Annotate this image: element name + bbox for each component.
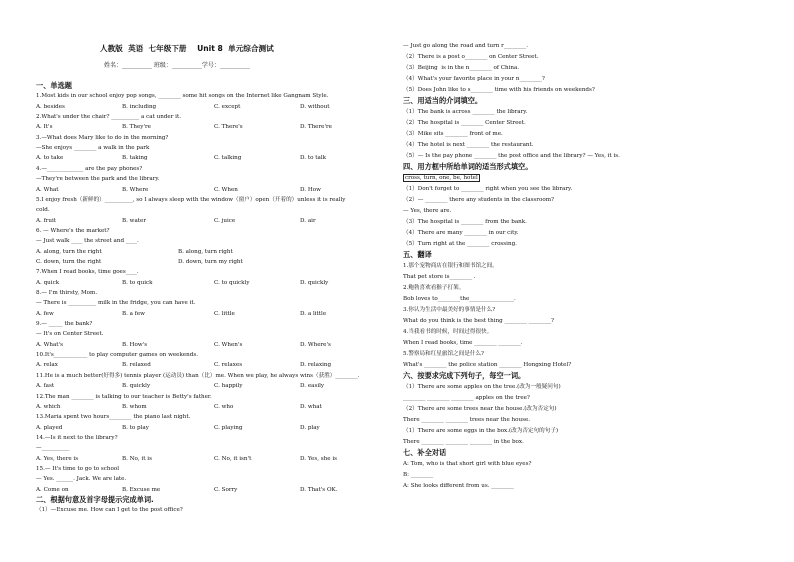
section-heading: 五、翻译: [403, 250, 432, 259]
answer-option: A. which: [36, 403, 61, 410]
question-line: （3）Beijing is in the n________ of China.: [403, 65, 520, 71]
question-line: 2.What's under the chair? __________ a cat under it.: [36, 114, 181, 121]
question-line: There ________ ________ trees near the house.: [403, 417, 531, 423]
answer-option: A. fruit: [36, 217, 56, 224]
answer-option: D. That's OK.: [300, 486, 338, 493]
question-line: — There is __________ milk in the fridge, you can have it.: [36, 300, 196, 307]
section-heading: 四、用方框中所给单词的适当形式填空。: [403, 162, 533, 171]
question-line: （5）Turn right at the ________ crossing.: [403, 241, 517, 247]
answer-option: B. How's: [122, 341, 148, 348]
answer-option: D. a little: [300, 310, 327, 317]
question-line: （2）There is a post o________ on Center Street.: [403, 54, 539, 60]
question-line: （5）Does John like to s________ time with his friends on weekends?: [403, 87, 595, 93]
student-info-line: 姓名：__________ 班级：__________学号：__________: [104, 62, 250, 69]
answer-option: B. quickly: [122, 383, 151, 390]
question-line: （1）—Excuse me. How can I get to the post office?: [36, 507, 183, 514]
answer-option: D. down, turn my right: [178, 258, 243, 265]
question-line: （2）— ________ there any students in the classroom?: [403, 197, 555, 203]
question-line: A: She looks different from us. ________: [403, 483, 514, 489]
question-line: （4）There are many ________ in our city.: [403, 230, 519, 236]
answer-option: B. to play: [122, 424, 149, 431]
question-line: —She enjoys ________ a walk in the park: [36, 145, 150, 152]
question-line: （1）The bank is across ________ the library.: [403, 109, 528, 115]
question-line: — Just go along the road and turn r________.: [403, 43, 528, 49]
question-line: 6. — Where's the market?: [36, 227, 110, 234]
question-line: （2）The hospital is ________ Center Street.: [403, 120, 526, 126]
answer-option: B. relaxed: [122, 362, 151, 369]
question-line: 2.鲍勃喜欢看猴子打架。: [403, 285, 465, 291]
question-line: 3.你认为生活中最美好的事情是什么?: [403, 307, 496, 313]
answer-option: A. It's: [36, 124, 53, 131]
question-line: 4.—_____________ are the pay phones?: [36, 165, 143, 172]
question-line: Bob loves to________the________________.: [403, 296, 516, 302]
answer-option: A. What: [36, 186, 59, 193]
answer-option: A. Yes, there is: [36, 455, 79, 462]
answer-option: B. including: [122, 103, 157, 110]
answer-option: B. taking: [122, 155, 148, 162]
answer-option: C. happily: [214, 383, 243, 390]
answer-option: A. Come on: [36, 486, 69, 493]
answer-option: C. little: [214, 310, 235, 317]
word-bank: [403, 175, 480, 182]
section-heading: 七、补全对话: [403, 448, 447, 457]
answer-option: C. to quickly: [214, 279, 250, 286]
question-line: 8.— I'm thirsty, Mom.: [36, 290, 98, 296]
section-heading: 二、根据句意及首字母提示完成单词.: [36, 495, 154, 504]
answer-option: B. to quick: [122, 279, 153, 286]
question-line: 1.Most kids in our school enjoy pop songs, ________ some hit songs on the Internet like Gangnam Style.: [36, 93, 329, 100]
answer-option: B. along, turn right: [178, 248, 233, 255]
answer-option: A. relax: [36, 362, 58, 369]
answer-option: B. No, it is: [122, 455, 152, 462]
section-heading: 一、单选题: [36, 81, 72, 90]
answer-option: A. played: [36, 424, 63, 431]
question-line: 5.I enjoy fresh（新鲜的）__________, so I always sleep with the window（窗户）open（开着的）unless it is really: [36, 196, 346, 203]
answer-option: A. few: [36, 310, 54, 317]
question-line: （1）There are some eggs in the box.(改为否定句的句子): [403, 428, 559, 434]
question-line: 14.—Is it next to the library?: [36, 434, 118, 441]
question-line: 11.He is a much better(好得多) tennis player (运动员) than（比）me. When we play, he always wins（获胜）________.: [36, 372, 360, 379]
question-line: What do you think is the best thing ________ ________?: [403, 318, 555, 324]
question-line: （4）What's your favorite place in your n________?: [403, 76, 545, 82]
answer-option: C. No, it isn't: [214, 455, 252, 462]
question-line: 13.Maria spent two hours________ the piano last night.: [36, 414, 191, 421]
question-line: cold.: [36, 207, 50, 214]
worksheet-title: 人教版 英语 七年级下册 Unit 8 单元综合测试: [100, 44, 274, 53]
answer-option: A. quick: [36, 279, 60, 286]
question-line: （1）Don't forget to ________ right when you see the library.: [403, 186, 573, 192]
answer-option: C. playing: [214, 424, 243, 431]
answer-option: D. relaxing: [300, 362, 332, 369]
question-line: There ________ ________ ________ in the box.: [403, 439, 524, 445]
question-line: 7.When I read books, time goes____.: [36, 269, 139, 276]
answer-option: D. quickly: [300, 279, 329, 286]
question-line: That pet store is________ .: [403, 274, 476, 280]
answer-option: C. juice: [214, 217, 236, 224]
answer-option: C. down, turn the right: [36, 258, 102, 265]
answer-option: B. Where: [122, 186, 149, 193]
answer-option: A. along, turn the right: [36, 248, 102, 255]
answer-option: B. whom: [122, 403, 147, 410]
question-line: 9.— _____ the bank?: [36, 321, 93, 328]
question-line: When I read books, time ________ ________.: [403, 340, 523, 346]
answer-option: D. without: [300, 103, 330, 110]
section-heading: 三、用适当的介词填空。: [403, 96, 483, 105]
question-line: 4.当我看书的时候，时间过得很快。: [403, 329, 493, 335]
answer-option: B. Excuse me: [122, 486, 161, 493]
question-line: 5.警察局和红星旅馆之间是什么?: [403, 351, 485, 357]
answer-option: C. When: [214, 186, 238, 193]
question-line: 1.那个宠物商店在银行和图书馆之间。: [403, 263, 498, 269]
answer-option: A. fast: [36, 383, 55, 390]
question-line: （3）Mike sits ________ front of me.: [403, 131, 503, 137]
question-line: 10.It's____________ to play computer games on weekends.: [36, 352, 199, 359]
answer-option: C. There's: [214, 124, 243, 131]
answer-option: D. what: [300, 403, 322, 410]
answer-option: B. water: [122, 217, 147, 224]
answer-option: C. relaxes: [214, 362, 243, 369]
answer-option: A. What's: [36, 341, 63, 348]
answer-option: D. to talk: [300, 155, 326, 162]
answer-option: A. to take: [36, 155, 64, 162]
question-line: ________ ________ ________ apples on the tree?: [403, 395, 530, 401]
answer-option: C. who: [214, 403, 234, 410]
answer-option: C. Sorry: [214, 486, 238, 493]
answer-option: D. Yes, she is: [300, 455, 338, 462]
question-line: （1）There are some apples on the tree.(改为一般疑问句): [403, 384, 561, 390]
answer-option: D. There're: [300, 124, 332, 131]
question-line: — Yes, there are.: [403, 208, 452, 214]
answer-option: A. besides: [36, 103, 65, 110]
answer-option: B. a few: [122, 310, 145, 317]
question-line: B: ________: [403, 472, 434, 478]
answer-option: D. easily: [300, 383, 325, 390]
question-line: What's ________ the police station ________ Hongxing Hotel?: [403, 362, 572, 368]
answer-option: C. talking: [214, 155, 242, 162]
question-line: — Yes. ______. Jack. We are late.: [36, 476, 127, 483]
question-line: （2）There are some trees near the house.(改为否定句): [403, 406, 557, 412]
answer-option: B. They're: [122, 124, 151, 131]
question-line: A: Tom, who is that short girl with blue eyes?: [403, 461, 532, 467]
question-line: — Just walk ____ the street and ____.: [36, 238, 139, 245]
question-line: （5）— Is the pay phone ________ the post office and the library? — Yes, it is.: [403, 153, 620, 159]
word-bank-box: cross, turn, one, be, hotel: [405, 175, 478, 181]
answer-option: D. Where's: [300, 341, 331, 348]
answer-option: D. How: [300, 186, 321, 193]
question-line: 12.The man ________ is talking to our teacher is Betty's father.: [36, 393, 212, 400]
question-line: 15.— It's time to go to school: [36, 465, 119, 472]
section-heading: 六、按要求完成下列句子，每空一词。: [403, 371, 526, 380]
question-line: — It's on Center Street.: [36, 331, 104, 338]
question-line: （3）The hospital is ________ from the bank.: [403, 219, 527, 225]
answer-option: C. except: [214, 103, 241, 110]
question-line: （4）The hotel is next ________ the restaurant.: [403, 142, 534, 148]
answer-option: D. play: [300, 424, 320, 431]
answer-option: C. When's: [214, 341, 243, 348]
question-line: 3.—What does Mary like to do in the morning?: [36, 134, 169, 141]
answer-option: D. air: [300, 217, 316, 224]
question-line: —__________: [36, 445, 70, 452]
question-line: —They're between the park and the library.: [36, 176, 160, 183]
